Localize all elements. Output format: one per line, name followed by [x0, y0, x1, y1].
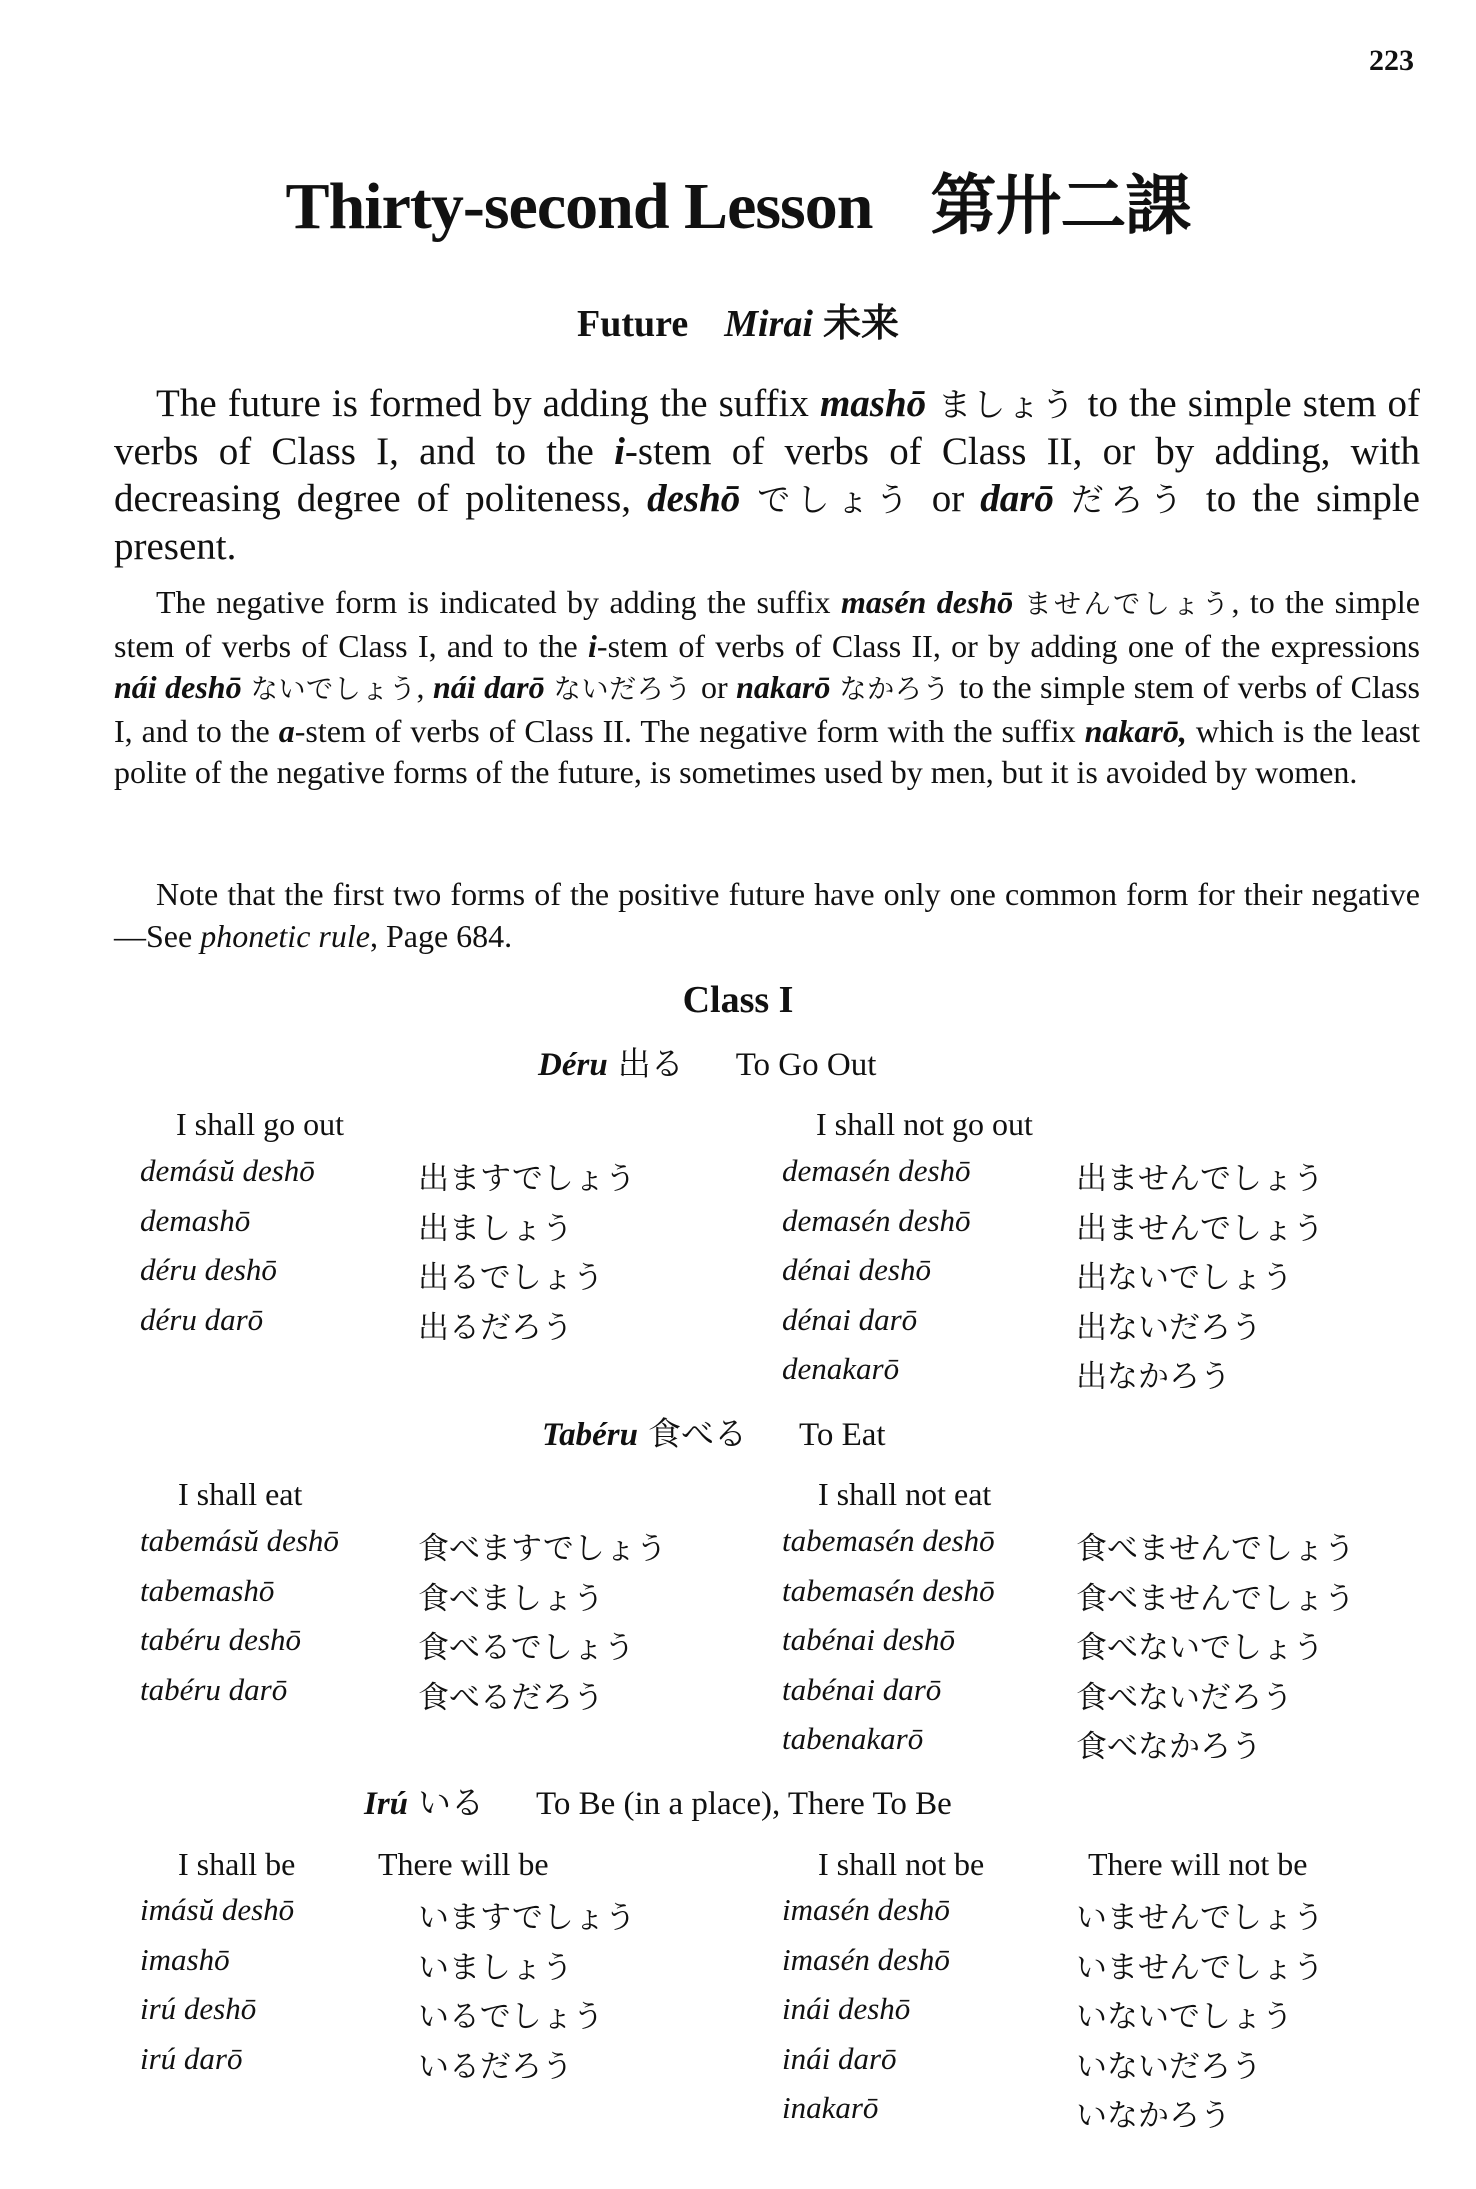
negative-form-romaji: [782, 1721, 923, 1757]
negative-form-romaji: [782, 1252, 931, 1288]
positive-form-romaji: [140, 1622, 301, 1658]
negative-form-romaji: [782, 1573, 995, 1609]
positive-form-romaji: [140, 1153, 315, 1189]
paragraph-note: [114, 874, 1420, 957]
romaji: denakarō: [782, 1351, 900, 1386]
term: i: [614, 430, 625, 473]
text: which is the least polite of the negative forms of the future, is sometimes used by men, but it is avoided by women.: [114, 712, 1421, 790]
subtitle-romaji: Mirai: [724, 303, 813, 345]
positive-form-kana: [418, 1573, 604, 1618]
positive-form-romaji: [140, 1991, 256, 2027]
text: to the simple present.: [114, 477, 1420, 568]
negative-column-label: I shall not go out: [816, 1106, 1033, 1142]
negative-form-kana: [1076, 1892, 1324, 1937]
kana: 食べませんでしょう: [1076, 1580, 1355, 1617]
negative-form-kana: [1076, 1942, 1324, 1987]
romaji: dénai deshō: [782, 1252, 931, 1287]
romaji: demasén deshō: [782, 1153, 971, 1188]
kana: 食べますでしょう: [418, 1531, 667, 1567]
romaji: demashō: [140, 1202, 251, 1238]
kana: 食べなかろう: [1076, 1729, 1262, 1765]
romaji: tabéru darō: [140, 1671, 288, 1707]
negative-form-romaji: [782, 2090, 878, 2126]
kana: なかろう: [830, 674, 960, 705]
verb-name: Irú: [364, 1786, 409, 1822]
negative-form-kana: [1076, 1721, 1262, 1766]
negative-form-romaji: [782, 1892, 950, 1928]
positive-form-kana: [418, 1942, 573, 1987]
kana: ないだろう: [544, 674, 701, 705]
term: deshō: [647, 477, 741, 520]
kana: ましょう: [926, 385, 1088, 424]
section-subtitle: [0, 292, 1476, 347]
romaji: demasén deshō: [782, 1202, 971, 1238]
kana: いましょう: [418, 1949, 573, 1986]
romaji: imásŭ deshō: [140, 1892, 295, 1927]
term: i: [588, 627, 597, 664]
kana: いるだろう: [418, 2048, 573, 2085]
kana: 出ましょう: [418, 1210, 573, 1247]
kana: 食べるでしょう: [418, 1630, 635, 1666]
positive-form-kana: [418, 1153, 636, 1198]
subtitle-english: Future: [577, 303, 689, 345]
class-heading: Class I: [682, 979, 794, 1021]
term: a: [278, 712, 295, 749]
positive-form-romaji: [140, 2041, 243, 2077]
verb-meaning: To Eat: [798, 1417, 886, 1453]
kana: いないだろう: [1076, 2048, 1262, 2085]
positive-column-label: I shall be: [178, 1846, 296, 1882]
kana: いなかろう: [1076, 2098, 1231, 2134]
term: darō: [980, 477, 1054, 520]
romaji: imashō: [140, 1941, 230, 1977]
text: -stem of verbs of Class II. The negative form with the suffix: [294, 712, 1085, 749]
romaji: dénai darō: [782, 1301, 918, 1337]
kana: 出ませんでしょう: [1076, 1161, 1324, 1197]
lesson-title: [0, 152, 1476, 247]
negative-form-romaji: [782, 1672, 941, 1708]
negative-form-kana: [1076, 2090, 1231, 2135]
negative-form-romaji: [782, 1622, 955, 1658]
negative-form-romaji: [782, 2041, 897, 2077]
romaji: tabemasén deshō: [782, 1572, 995, 1608]
verb-name: Tabéru: [542, 1417, 638, 1453]
romaji: tabénai darō: [782, 1671, 942, 1707]
negative-form-kana: [1076, 1622, 1324, 1667]
negative-form-kana: [1076, 1302, 1262, 1347]
kana: ませんでしょう: [1013, 589, 1232, 620]
negative-form-kana: [1076, 1203, 1324, 1248]
positive-form-kana: [418, 1203, 573, 1248]
kana: いませんでしょう: [1076, 1900, 1324, 1936]
text: to the simple stem of verbs of Class I, and to the: [114, 669, 1420, 749]
positive-form-romaji: [140, 1942, 230, 1978]
text: or: [931, 477, 981, 520]
positive-form-kana: [418, 1892, 636, 1937]
positive-form-romaji: [140, 1252, 277, 1288]
kana: 食べないだろう: [1076, 1679, 1293, 1716]
romaji: inái deshō: [782, 1991, 911, 2026]
negative-form-kana: [1076, 1351, 1231, 1396]
kana: いませんでしょう: [1076, 1949, 1324, 1986]
kana: 食べましょう: [418, 1580, 604, 1617]
romaji: tabénai deshō: [782, 1622, 956, 1657]
kana: 食べるだろう: [418, 1679, 604, 1716]
verb-meaning: To Be (in a place), There To Be: [536, 1786, 952, 1822]
positive-form-kana: [418, 1991, 604, 2036]
text: -stem of verbs of Class II, or by adding one of the expressions: [596, 627, 1421, 664]
romaji: imasén deshō: [782, 1892, 950, 1927]
negative-form-kana: [1076, 1153, 1324, 1198]
text: , Page 684.: [369, 917, 513, 954]
phonetic-rule-ref: phonetic rule: [200, 917, 370, 954]
kana: でしょう: [740, 480, 932, 519]
romaji: tabenakarō: [782, 1721, 924, 1756]
positive-form-romaji: [140, 1892, 294, 1928]
lesson-title-english: Thirty-second Lesson: [285, 170, 873, 243]
negative-form-kana: [1076, 1523, 1355, 1568]
romaji: tabéru deshō: [140, 1622, 302, 1657]
verb-meaning: To Go Out: [735, 1047, 877, 1083]
paragraph-negative-form: [114, 582, 1420, 794]
negative-column-label: I shall not eat: [818, 1476, 992, 1512]
kana: 出るでしょう: [418, 1260, 604, 1296]
negative-form-kana: [1076, 1672, 1293, 1717]
kana: ないでしょう: [241, 674, 417, 705]
romaji: tabemashō: [140, 1572, 275, 1608]
verb-name: Déru: [538, 1047, 608, 1083]
kana: 出ないでしょう: [1076, 1260, 1293, 1296]
text: or: [700, 669, 737, 705]
kana: いますでしょう: [418, 1900, 636, 1936]
verb-kanji: 食べる: [647, 1414, 747, 1453]
negative-form-romaji: [782, 1153, 971, 1189]
positive-column-label: I shall eat: [178, 1476, 303, 1512]
romaji: tabemásŭ deshō: [140, 1523, 339, 1558]
negative-form-romaji: [782, 1942, 950, 1978]
positive-form-kana: [418, 1672, 604, 1717]
text: , to the simple stem of verbs of Class I, and to the: [114, 584, 1421, 664]
romaji: déru deshō: [140, 1252, 277, 1287]
positive-form-kana: [418, 1622, 635, 1667]
kana: だろう: [1053, 480, 1206, 519]
subtitle-kanji: 未来: [822, 301, 899, 345]
negative-form-kana: [1076, 1252, 1293, 1297]
text: ,: [416, 669, 433, 705]
text: -stem of verbs of Class II, or by adding, with decreasing degree of politeness,: [114, 430, 1420, 520]
positive-form-kana: [418, 1252, 604, 1297]
kana: いないでしょう: [1076, 1999, 1293, 2035]
verb-kanji: 出る: [617, 1044, 684, 1083]
term: masén deshō: [840, 584, 1014, 620]
page-number: 223: [1369, 44, 1414, 77]
text: to the simple stem of verbs of Class I, and to the: [114, 382, 1420, 473]
text: The negative form is indicated by adding the suffix: [156, 584, 841, 620]
positive-form-romaji: [140, 1302, 263, 1338]
romaji: irú darō: [140, 2040, 243, 2076]
kana: 出ないだろう: [1076, 1309, 1262, 1346]
kana: 食べませんでしょう: [1076, 1531, 1355, 1567]
negative-form-kana: [1076, 1573, 1355, 1618]
romaji: demásŭ deshō: [140, 1153, 315, 1188]
positive-form-kana: [418, 1523, 667, 1568]
negative-form-romaji: [782, 1523, 995, 1559]
romaji: déru darō: [140, 1301, 264, 1337]
negative-form-romaji: [782, 1302, 917, 1338]
positive-form-romaji: [140, 1573, 274, 1609]
kana: 出るだろう: [418, 1309, 573, 1346]
term: nái darō: [432, 669, 545, 705]
text: The future is formed by adding the suffix: [156, 382, 820, 425]
romaji: irú deshō: [140, 1991, 257, 2026]
term: nái deshō: [114, 669, 242, 705]
kana: 出ませんでしょう: [1076, 1210, 1324, 1247]
negative-form-romaji: [782, 1351, 899, 1387]
negative-form-romaji: [782, 1203, 971, 1239]
romaji: inakarō: [782, 2090, 879, 2125]
term: nakarō: [736, 669, 831, 705]
negative-column-label: I shall not be: [818, 1846, 985, 1882]
term: mashō: [819, 382, 927, 425]
kana: 出なかろう: [1076, 1359, 1231, 1395]
kana: 食べないでしょう: [1076, 1630, 1324, 1666]
lesson-title-kanji: 第卅二課: [930, 167, 1191, 244]
romaji: tabemasén deshō: [782, 1523, 995, 1558]
positive-column-label-2: There will be: [378, 1846, 549, 1882]
positive-column-label: I shall go out: [176, 1106, 344, 1142]
kana: 出ますでしょう: [418, 1161, 636, 1197]
term: nakarō,: [1084, 712, 1187, 749]
negative-form-kana: [1076, 1991, 1293, 2036]
verb-kanji: いる: [418, 1783, 485, 1822]
negative-form-kana: [1076, 2041, 1262, 2086]
romaji: imasén deshō: [782, 1941, 950, 1977]
romaji: inái darō: [782, 2040, 897, 2076]
negative-form-romaji: [782, 1991, 910, 2027]
positive-form-romaji: [140, 1523, 339, 1559]
positive-form-romaji: [140, 1672, 287, 1708]
paragraph-future-formation: [114, 380, 1420, 570]
positive-form-kana: [418, 1302, 573, 1347]
positive-form-romaji: [140, 1203, 250, 1239]
positive-form-kana: [418, 2041, 573, 2086]
text: Note that the first two forms of the positive future have only one common form for their negative—See: [114, 876, 1420, 954]
negative-column-label-2: There will not be: [1088, 1846, 1308, 1882]
kana: いるでしょう: [418, 1999, 604, 2035]
